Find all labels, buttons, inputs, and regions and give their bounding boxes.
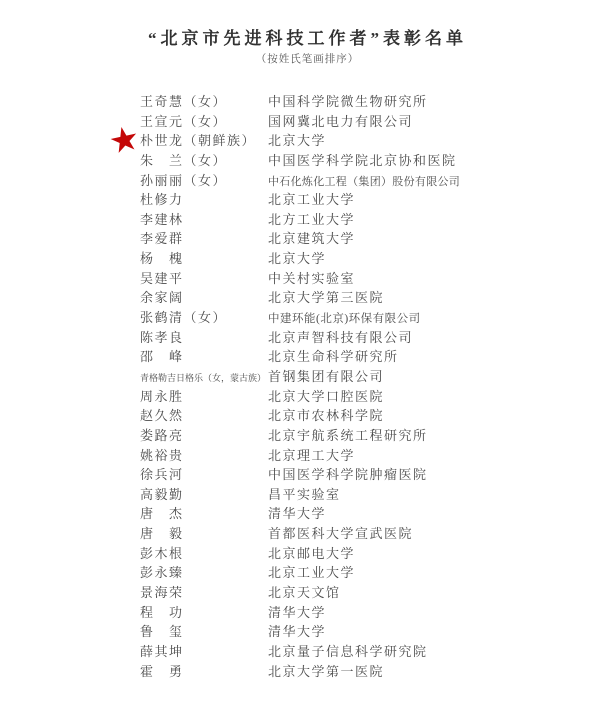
person-name: 青格勒吉日格乐（女，蒙古族）	[140, 372, 267, 383]
person-name: 霍 勇	[140, 663, 184, 679]
list-item	[140, 367, 600, 387]
person-org: 中建环能(北京)环保有限公司	[268, 313, 421, 326]
list-item	[140, 662, 600, 682]
page-subtitle: （按姓氏笔画排序）	[255, 54, 360, 65]
list-item	[140, 465, 600, 485]
person-org: 北方工业大学	[268, 211, 356, 227]
person-name: 朱 兰（女）	[140, 152, 228, 168]
person-org: 北京大学	[268, 133, 327, 149]
person-org: 北京天文馆	[268, 585, 341, 601]
person-org: 北京量子信息科学研究院	[268, 643, 428, 659]
list-item	[140, 171, 600, 191]
person-org: 中关村实验室	[268, 270, 356, 286]
list-item	[140, 387, 600, 407]
person-org: 北京邮电大学	[268, 545, 356, 561]
list-item	[140, 583, 600, 603]
list-item	[140, 229, 600, 249]
list-item	[140, 426, 600, 446]
person-name: 张鹤清（女）	[140, 310, 228, 326]
person-name: 娄路亮	[140, 427, 184, 443]
person-org: 中国医学科学院肿瘤医院	[268, 467, 428, 483]
person-name: 王宣元（女）	[140, 113, 228, 129]
list-item	[140, 151, 600, 171]
list-item	[140, 504, 600, 524]
person-name: 赵久然	[140, 408, 184, 424]
person-name: 杨 槐	[140, 251, 184, 267]
list-item	[140, 288, 600, 308]
person-org: 中国医学科学院北京协和医院	[268, 152, 457, 168]
person-org: 北京大学	[268, 251, 327, 267]
person-org: 北京市农林科学院	[268, 408, 385, 424]
list-item	[140, 112, 600, 132]
person-name: 鲁 玺	[140, 624, 184, 640]
person-org: 首钢集团有限公司	[268, 368, 385, 384]
person-name: 景海荣	[140, 585, 184, 601]
person-org: 昌平实验室	[268, 486, 341, 502]
person-name: 姚裕贵	[140, 447, 184, 463]
person-org: 北京理工大学	[268, 447, 356, 463]
person-name: 邵 峰	[140, 349, 184, 365]
person-org: 中石化炼化工程（集团）股份有限公司	[268, 175, 461, 188]
person-name: 孙丽丽（女）	[140, 172, 228, 188]
list-item	[140, 485, 600, 505]
person-name: 陈孝良	[140, 329, 184, 345]
person-org: 北京大学口腔医院	[268, 388, 385, 404]
list-item	[140, 190, 600, 210]
person-org: 清华大学	[268, 624, 327, 640]
person-name: 高毅勤	[140, 486, 184, 502]
person-name: 薛其坤	[140, 643, 184, 659]
person-org: 国网冀北电力有限公司	[268, 113, 414, 129]
list-item	[140, 563, 600, 583]
person-name: 余家阔	[140, 290, 184, 306]
person-org: 北京声智科技有限公司	[268, 329, 414, 345]
list-item	[140, 406, 600, 426]
list-item	[140, 642, 600, 662]
list-item	[140, 92, 600, 112]
person-org: 首都医科大学宣武医院	[268, 526, 414, 542]
person-name: 周永胜	[140, 388, 184, 404]
person-name: 彭木根	[140, 545, 184, 561]
person-org: 北京工业大学	[268, 565, 356, 581]
person-name: 杜修力	[140, 192, 184, 208]
list-item-starred	[140, 131, 600, 151]
person-name: 唐 杰	[140, 506, 184, 522]
list-item	[140, 210, 600, 230]
person-org: 北京工业大学	[268, 192, 356, 208]
person-org: 中国科学院微生物研究所	[268, 94, 428, 109]
person-name: 程 功	[140, 604, 184, 620]
person-name: 朴世龙（朝鲜族）	[140, 133, 257, 149]
person-org: 北京建筑大学	[268, 231, 356, 247]
list-item	[140, 308, 600, 328]
list-item	[140, 328, 600, 348]
list-item	[140, 249, 600, 269]
person-name: 唐 毅	[140, 526, 184, 542]
person-org: 北京生命科学研究所	[268, 349, 399, 365]
person-name: 吴建平	[140, 270, 184, 286]
person-name: 彭永臻	[140, 565, 184, 581]
person-org: 清华大学	[268, 604, 327, 620]
list-item	[140, 544, 600, 564]
person-name: 李建林	[140, 211, 184, 227]
page-title: “北京市先进科技工作者”表彰名单	[148, 29, 467, 48]
person-org: 北京大学第一医院	[268, 663, 385, 679]
person-name: 李爱群	[140, 231, 184, 247]
honor-list	[140, 92, 600, 681]
list-item	[140, 446, 600, 466]
person-org: 北京宇航系统工程研究所	[268, 427, 428, 443]
list-item	[140, 603, 600, 623]
person-name: 徐兵河	[140, 467, 184, 483]
person-name: 王奇慧（女）	[140, 94, 228, 109]
list-item	[140, 347, 600, 367]
red-star-icon: ★	[105, 117, 144, 164]
list-item	[140, 269, 600, 289]
person-org: 清华大学	[268, 506, 327, 522]
person-org: 北京大学第三医院	[268, 290, 385, 306]
list-item	[140, 622, 600, 642]
list-item	[140, 524, 600, 544]
